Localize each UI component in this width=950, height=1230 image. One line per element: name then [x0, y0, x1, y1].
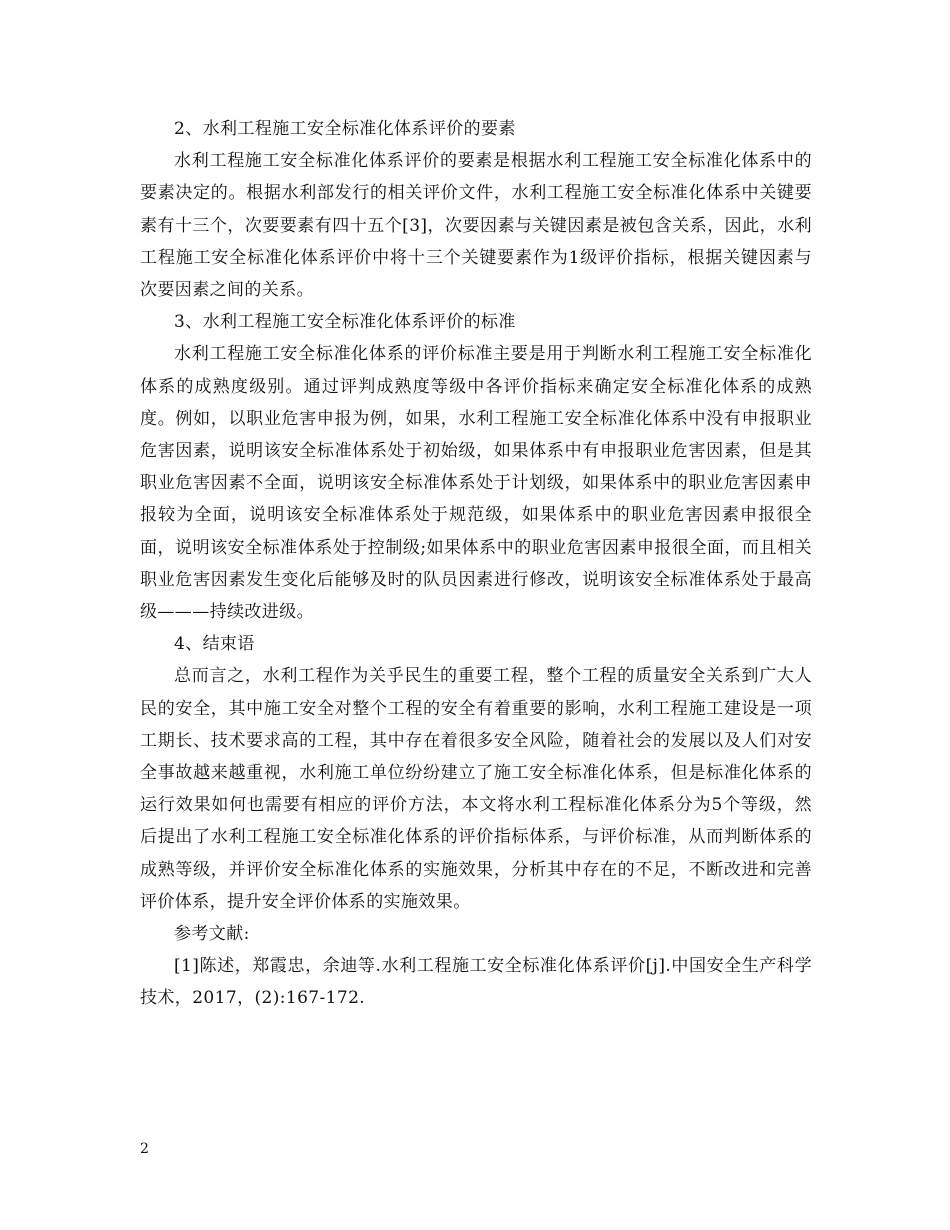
paragraph-elements: 水利工程施工安全标准化体系评价的要素是根据水利工程施工安全标准化体系中的要素决定的。根据水利部发行的相关评价文件，水利工程施工安全标准化体系中关键要素有十三个，次要要素有四十五个[3]，次要因素与关键因素是被包含关系，因此，水利工程施工安全标准化体系评价中将十三个关键要素作为1级评价指标，根据关键因素与次要因素之间的关系。	[140, 151, 812, 301]
page-number: 2	[140, 1141, 149, 1157]
section-heading-conclusion: 4、结束语	[174, 634, 255, 655]
section-heading-standards: 3、水利工程施工安全标准化体系评价的标准	[174, 312, 516, 333]
references-heading: 参考文献:	[174, 924, 250, 945]
section-heading-elements: 2、水利工程施工安全标准化体系评价的要素	[174, 119, 516, 139]
reference-item: [1]陈述，郑霞忠，余迪等.水利工程施工安全标准化体系评价[j].中国安全生产科学技术，2017，(2):167-172.	[140, 956, 812, 1009]
paragraph-conclusion: 总而言之，水利工程作为关乎民生的重要工程，整个工程的质量安全关系到广大人民的安全，其中施工安全对整个工程的安全有着重要的影响，水利工程施工建设是一项工期长、技术要求高的工程，其中存在着很多安全风险，随着社会的发展以及人们对安全事故越来越重视，水利施工单位纷纷建立了施工安全标准化体系，但是标准化体系的运行效果如何也需要有相应的评价方法，本文将水利工程标准化体系分为5个等级，然后提出了水利工程施工安全标准化体系的评价指标体系，与评价标准，从而判断体系的成熟等级，并评价安全标准化体系的实施效果，分析其中存在的不足，不断改进和完善评价体系，提升安全评价体系的实施效果。	[140, 666, 812, 912]
document-body	[140, 113, 812, 1015]
paragraph-standards: 水利工程施工安全标准化体系的评价标准主要是用于判断水利工程施工安全标准化体系的成熟度级别。通过评判成熟度等级中各评价指标来确定安全标准化体系的成熟度。例如，以职业危害申报为例，如果，水利工程施工安全标准化体系中没有申报职业危害因素，说明该安全标准体系处于初始级，如果体系中有申报职业危害因素，但是其职业危害因素不全面，说明该安全标准体系处于计划级，如果体系中的职业危害因素申报较为全面，说明该安全标准体系处于规范级，如果体系中的职业危害因素申报很全面，说明该安全标准体系处于控制级;如果体系中的职业危害因素申报很全面，而且相关职业危害因素发生变化后能够及时的队员因素进行修改，说明该安全标准体系处于最高级———持续改进级。	[140, 344, 812, 623]
